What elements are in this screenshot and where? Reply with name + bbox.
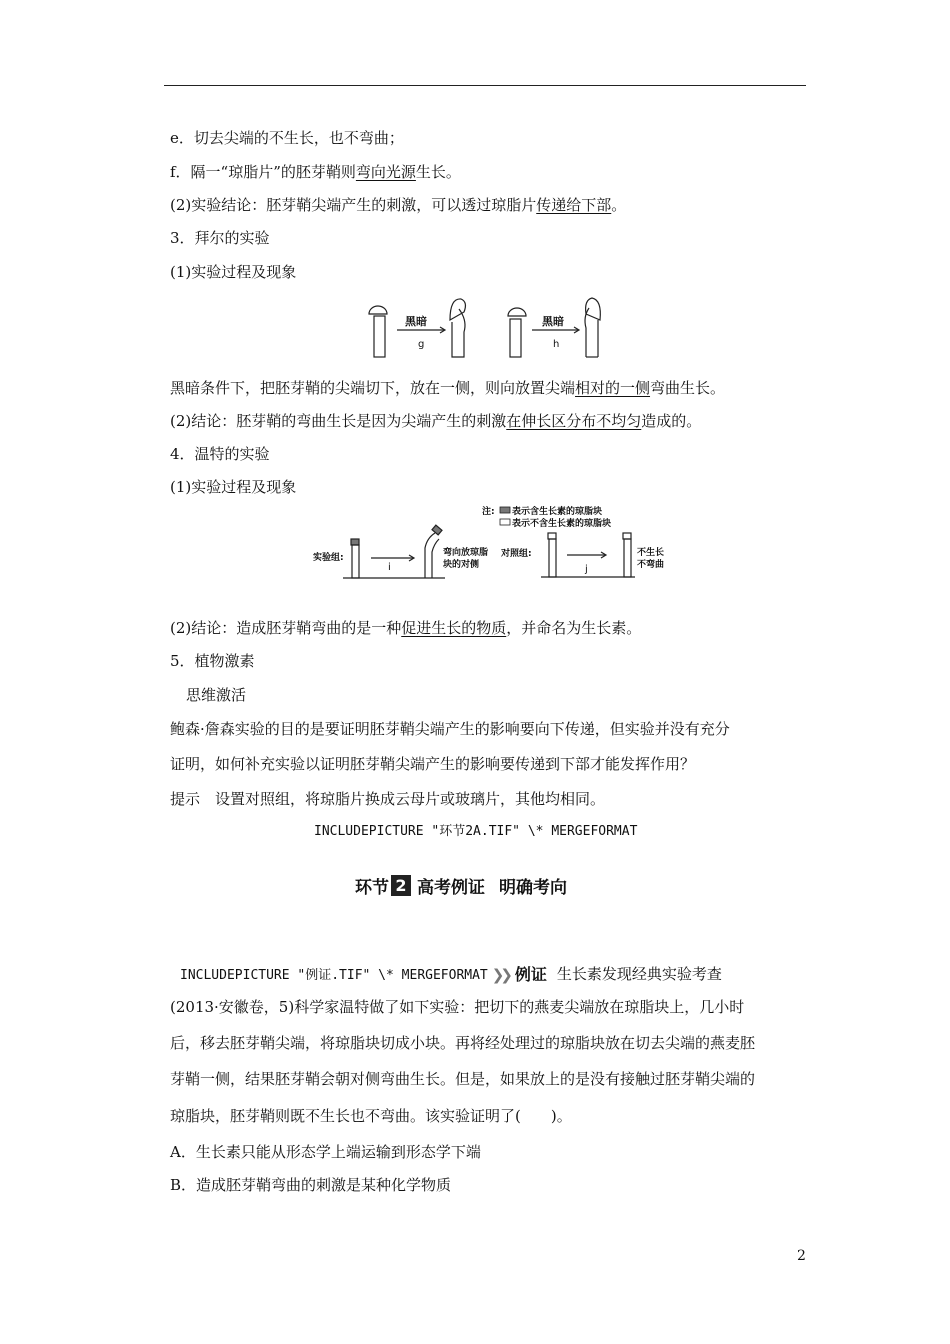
label-j: j [585,564,588,575]
section-3-sub: (1)实验过程及现象 [170,263,297,281]
conclusion-2 [170,195,626,215]
bent-coleoptile [585,308,598,357]
problem-line-2: 后，移去胚芽鞘尖端，将琼脂块切成小块。再将经处理过的琼脂块放在切去尖端的燕麦胚 [170,1034,756,1052]
bent-coleoptile [425,533,439,578]
bent-coleoptile [452,309,465,357]
page-number: 2 [797,1248,806,1264]
thinking-activation: 思维激活 [186,686,247,704]
dark-condition-text [170,378,725,398]
note-2: 表示不含生长素的琼脂块 [512,519,612,529]
section-5-heading: 5．植物激素 [170,652,255,670]
include-field-1: INCLUDEPICTURE "环节2A.TIF" \* MERGEFORMAT [314,824,638,839]
dark-label: 黑暗 [542,315,564,328]
text: 生长。 [415,163,461,181]
section-4-heading: 4．温特的实验 [170,445,270,463]
coleoptile [624,539,631,577]
header-rule [164,85,806,86]
auxin-block [351,539,359,545]
line-e: e．切去尖端的不生长，也不弯曲； [170,129,404,147]
line-f [170,162,461,182]
double-chevron-icon: ❯❯ [491,966,509,984]
text: 黑暗条件下，把胚芽鞘的尖端切下，放在一侧，则向放置尖端 [170,379,576,397]
problem-line-4: 琼脂块，胚芽鞘则既不生长也不弯曲。该实验证明了( )。 [170,1107,572,1125]
example-topic: 生长素发现经典实验考查 [556,965,722,983]
text: f．隔一“琼脂片”的胚芽鞘则 [170,163,356,181]
went-experiment-figure [305,500,685,590]
underlined-answer: 促进生长的物质 [401,619,507,637]
header-label: 环节 [355,877,389,898]
coleoptile-stump [374,316,385,357]
conclusion-4 [170,618,641,638]
note-1: 表示含生长素的琼脂块 [512,507,603,517]
example-label: 例证 [514,965,547,984]
cut-tip [508,308,526,316]
section-4-sub: (1)实验过程及现象 [170,478,297,496]
plain-block [623,533,631,539]
hint-line: 提示 设置对照组，将琼脂片换成云母片或玻璃片，其他均相同。 [170,790,606,808]
text: (2)结论：造成胚芽鞘弯曲的是一种 [170,619,402,637]
example-icon [492,965,547,985]
option-a: A．生长素只能从形态学上端运输到形态学下端 [170,1143,481,1161]
text: (2)结论：胚芽鞘的弯曲生长是因为尖端产生的刺激 [170,412,507,430]
underlined-answer: 弯向光源 [355,163,416,181]
problem-line-1: (2013·安徽卷，5)科学家温特做了如下实验：把切下的燕麦尖端放在琼脂块上，几小时 [170,998,745,1016]
header-title-1: 高考例证 [417,877,485,898]
plain-block-legend [500,519,510,525]
coleoptile-stump [510,319,521,357]
header-number-box: 2 [391,875,411,896]
label-h: h [553,339,560,350]
text: 弯曲生长。 [650,379,726,397]
exp-result-2: 块的对侧 [443,560,480,570]
question-line-1: 鲍森·詹森实验的目的是要证明胚芽鞘尖端产生的影响要向下传递，但实验并没有充分 [170,720,730,738]
text: (2)实验结论：胚芽鞘尖端产生的刺激，可以透过琼脂片 [170,196,537,214]
section-3-heading: 3．拜尔的实验 [170,229,270,247]
experiment-group-label: 实验组: [313,553,344,563]
note-title: 注: [482,507,495,517]
underlined-answer: 相对的一侧 [575,379,651,397]
text: 造成的。 [641,412,702,430]
option-b: B．造成胚芽鞘弯曲的刺激是某种化学物质 [170,1176,452,1194]
text: ，并命名为生长素。 [506,619,642,637]
text: 。 [611,196,627,214]
auxin-block-legend [500,507,510,513]
cut-tip [369,306,387,314]
label-g: g [418,339,425,350]
paal-experiment-figure [360,292,620,362]
dark-label: 黑暗 [405,315,427,328]
header-title-2: 明确考向 [499,877,567,898]
plain-block [548,533,556,539]
coleoptile [549,539,556,577]
ctrl-result-2: 不弯曲 [637,560,665,570]
coleoptile [352,545,359,578]
conclusion-3 [170,411,701,431]
underlined-answer: 在伸长区分布不均匀 [506,412,642,430]
control-group-label: 对照组: [501,549,532,559]
underlined-answer: 传递给下部 [536,196,612,214]
example-title-line [180,964,722,986]
ctrl-result-1: 不生长 [637,548,665,558]
section-header [355,870,567,900]
question-line-2: 证明，如何补充实验以证明胚芽鞘尖端产生的影响要传递到下部才能发挥作用？ [170,755,696,773]
include-field-2: INCLUDEPICTURE "例证.TIF" \* MERGEFORMAT [180,968,488,983]
exp-result-1: 弯向放琼脂 [443,548,489,558]
label-i: i [388,562,391,573]
problem-line-3: 芽鞘一侧，结果胚芽鞘会朝对侧弯曲生长。但是，如果放上的是没有接触过胚芽鞘尖端的 [170,1070,756,1088]
